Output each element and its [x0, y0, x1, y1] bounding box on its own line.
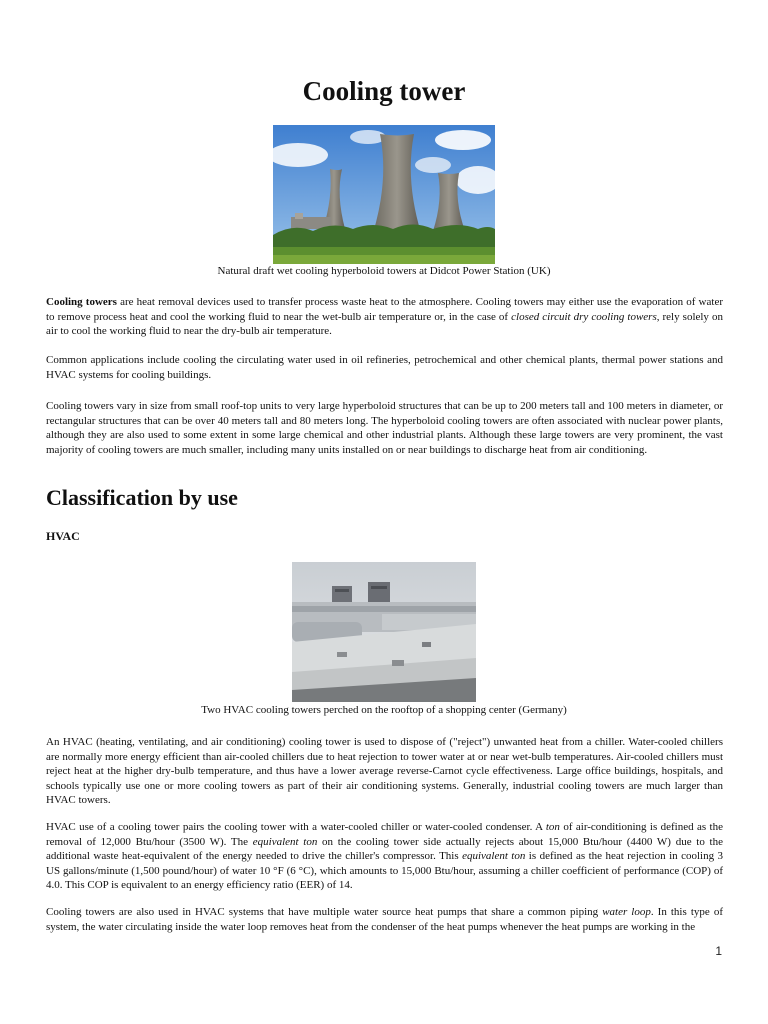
intro-paragraph-1: [46, 295, 723, 339]
hvac-p3-italic-1: water loop: [602, 906, 651, 918]
intro-italic-term: closed circuit dry cooling towers: [511, 310, 657, 323]
hvac-p2-text-4: is defined as the heat rejection in cooling 3 US gallons/minute (1,500 pound/hour) of water 10 °F (6 °C), which amounts to 15,000 Btu/hour, assuming a chiller coefficient of performance (COP) of 4.0. This COP is equivalent to an energy efficiency ratio (EER) of 14.: [46, 850, 724, 891]
figure2-caption: Two HVAC cooling towers perched on the rooftop of a shopping center (Germany): [201, 704, 567, 716]
hvac-paragraph-3: [46, 905, 723, 934]
subsection-heading: HVAC: [46, 529, 80, 543]
section-heading: Classification by use: [46, 485, 238, 510]
hvac-p3-text-1: Cooling towers are also used in HVAC systems that have multiple water source heat pumps that share a common piping: [46, 906, 603, 918]
page-title: Cooling tower: [302, 76, 466, 106]
page-number: 1: [715, 944, 722, 958]
figure1-caption: Natural draft wet cooling hyperboloid towers at Didcot Power Station (UK): [217, 265, 551, 277]
hvac-towers-photo: [292, 562, 476, 702]
hvac-p2-text-1: HVAC use of a cooling tower pairs the cooling tower with a water-cooled chiller or water-cooled condenser. A: [46, 821, 546, 833]
hvac-rooftop-illustration: [292, 562, 476, 702]
intro-text-2: , rely solely on air to cool the working fluid to near the dry-bulb air temperature.: [46, 310, 723, 337]
hvac-p2-italic-1: ton: [545, 821, 560, 833]
cooling-towers-illustration: [273, 125, 495, 264]
hvac-p3-text-2: . In this type of system, the water circulating inside the water loop removes heat from the condenser of the heat pumps whenever the heat pumps are working in the: [46, 906, 723, 933]
hvac-p2-text-2: of air-conditioning is defined as the removal of 12,000 Btu/hour (3500 W). The: [46, 821, 723, 848]
hvac-p2-text-3: on the cooling tower side actually rejects about 15,000 Btu/hour (4400 W) due to the additional waste heat-equivalent of the energy needed to drive the chiller's compressor. This: [46, 835, 723, 862]
hvac-p2-italic-2: equivalent ton: [252, 835, 318, 848]
intro-bold-term: Cooling towers: [46, 296, 117, 308]
intro-paragraph-2: Common applications include cooling the circulating water used in oil refineries, petrochemical and other chemical plants, thermal power stations and HVAC systems for cooling buildings.: [46, 354, 723, 381]
cooling-towers-photo: [273, 125, 495, 264]
hvac-paragraph-1: An HVAC (heating, ventilating, and air conditioning) cooling tower is used to dispose of ("reject") unwanted heat from a chiller. Water-cooled chillers are normally more energy efficient than air-cooled chillers due to heat rejection to tower water at or near wet-bulb temperatures. Air-cooled chillers must reject heat at the higher dry-bulb temperature, and thus have a lower average reverse-Carnot cycle effectiveness. Large office buildings, hospitals, and schools typically use one or more cooling towers as part of their air conditioning systems. Generally, industrial cooling towers are much larger than HVAC towers.: [46, 736, 723, 806]
intro-text-1: are heat removal devices used to transfer process waste heat to the atmosphere. Cooling towers may either use the evaporation of water to remove process heat and cool the working fluid to near the wet-bulb air temperature or, in the case of: [46, 296, 723, 323]
hvac-p2-italic-3: equivalent ton: [462, 850, 526, 862]
hvac-paragraph-2: [46, 820, 723, 893]
intro-paragraph-3: Cooling towers vary in size from small roof-top units to very large hyperboloid structures that can be up to 200 meters tall and 100 meters in diameter, or rectangular structures that can be over 40 meters tall and 80 meters long. The hyperboloid cooling towers are often associated with nuclear power plants, although they are also used to some extent in some large chemical and other industrial plants. Although these large towers are very prominent, the vast majority of cooling towers are much smaller, including many units installed on or near buildings to discharge heat from air conditioning.: [46, 400, 723, 456]
